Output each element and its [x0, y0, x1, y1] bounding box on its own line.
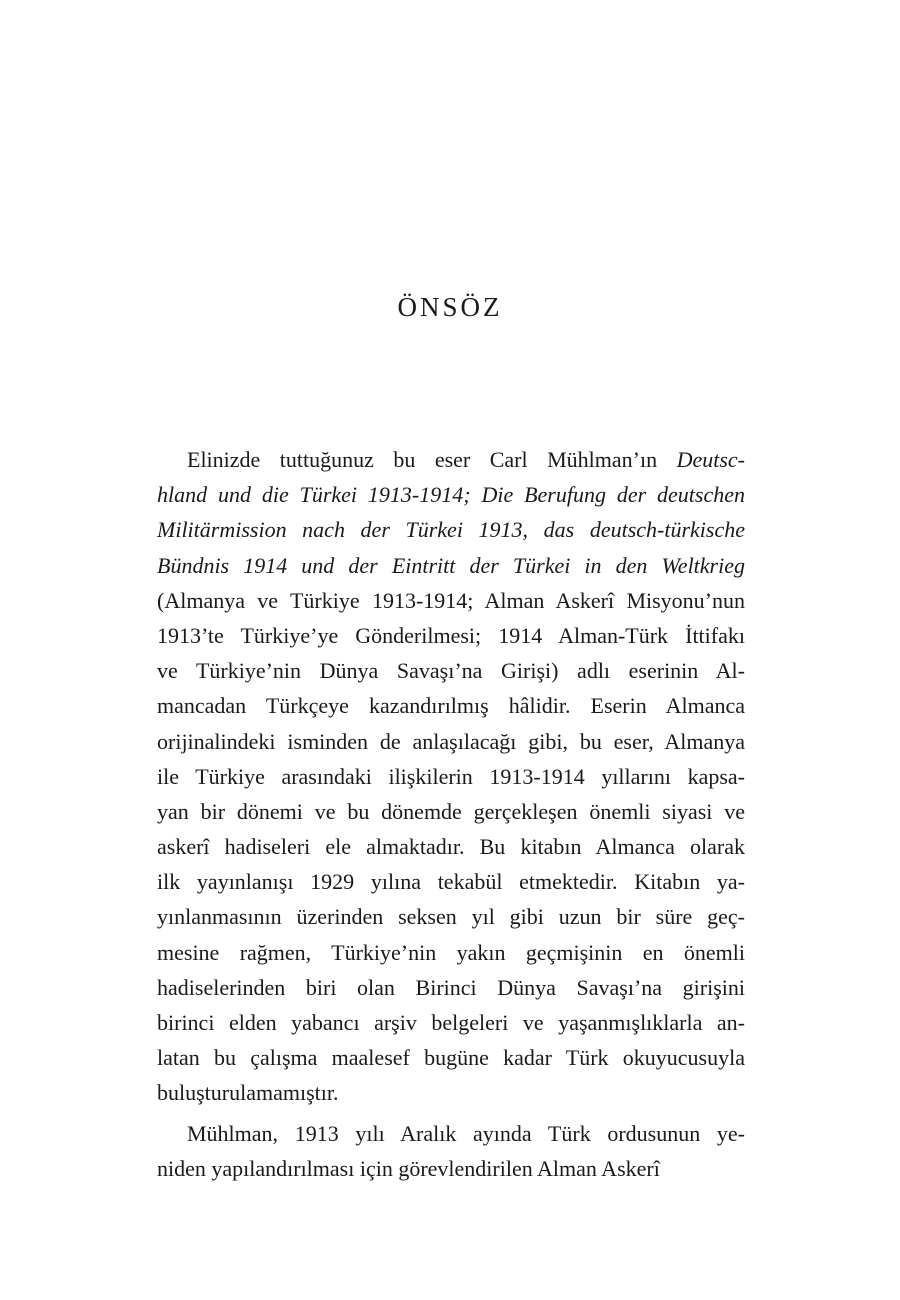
text-line [157, 583, 745, 618]
text-segment: Mühlman, 1913 yılı Aralık ayında Türk ordusunun ye- [187, 1120, 745, 1146]
text-line [157, 935, 745, 970]
text-segment: yınlanmasının üzerinden seksen yıl gibi uzun bir süre geç- [157, 904, 745, 930]
text-line [157, 618, 745, 653]
italic-text: Militärmission nach der Türkei 1913, das deutsch-türkische [157, 517, 745, 543]
text-line [157, 829, 745, 864]
text-line [157, 442, 745, 477]
text-line [157, 1075, 745, 1110]
paragraph [157, 1116, 745, 1186]
text-line [157, 512, 745, 547]
text-line [157, 759, 745, 794]
text-line [157, 794, 745, 829]
text-segment: ve Türkiye’nin Dünya Savaşı’na Girişi) adlı eserinin Al- [157, 658, 745, 684]
text-line [157, 864, 745, 899]
text-segment: mesine rağmen, Türkiye’nin yakın geçmişinin en önemli [157, 939, 745, 965]
text-segment: (Almanya ve Türkiye 1913-1914; Alman Askerî Misyonu’nun [157, 587, 745, 613]
text-segment: ilk yayınlanışı 1929 yılına tekabül etmektedir. Kitabın ya- [157, 869, 745, 895]
text-segment: buluşturulamamıştır. [157, 1080, 339, 1106]
text-line [157, 970, 745, 1005]
text-line [157, 1151, 745, 1186]
text-segment: Elinizde tuttuğunuz bu eser Carl Mühlman’ın [187, 447, 677, 472]
text-line [157, 477, 745, 512]
italic-text: Bündnis 1914 und der Eintritt der Türkei in den Weltkrieg [157, 552, 745, 578]
text-segment: orijinalindeki isminden de anlaşılacağı gibi, bu eser, Almanya [157, 728, 745, 754]
text-segment: yan bir dönemi ve bu dönemde gerçekleşen önemli siyasi ve [157, 798, 745, 824]
text-segment: hadiselerinden biri olan Birinci Dünya Savaşı’na girişini [157, 974, 745, 1000]
text-segment: 1913’te Türkiye’ye Gönderilmesi; 1914 Alman-Türk İttifakı [157, 622, 745, 648]
paragraph [157, 442, 745, 1111]
text-segment: ile Türkiye arasındaki ilişkilerin 1913-1914 yıllarını kapsa- [157, 763, 745, 789]
text-segment: niden yapılandırılması için görevlendirilen Alman Askerî [157, 1155, 660, 1181]
text-line [157, 688, 745, 723]
body-text [157, 442, 745, 1186]
page-heading: ÖNSÖZ [397, 292, 503, 322]
text-segment: askerî hadiseleri ele almaktadır. Bu kitabın Almanca olarak [157, 834, 745, 860]
text-line [157, 899, 745, 934]
text-line [157, 548, 745, 583]
italic-text: Deutsc- [676, 447, 745, 472]
italic-text: hland und die Türkei 1913-1914; Die Berufung der deutschen [157, 482, 745, 508]
text-segment: latan bu çalışma maalesef bugüne kadar Türk okuyucusuyla [157, 1045, 745, 1071]
text-line [157, 724, 745, 759]
text-line [157, 653, 745, 688]
text-line [157, 1040, 745, 1075]
text-segment: mancadan Türkçeye kazandırılmış hâlidir. Eserin Almanca [157, 693, 745, 719]
text-segment: birinci elden yabancı arşiv belgeleri ve yaşanmışlıklarla an- [157, 1010, 745, 1035]
text-line [157, 1005, 745, 1040]
text-line [157, 1116, 745, 1151]
